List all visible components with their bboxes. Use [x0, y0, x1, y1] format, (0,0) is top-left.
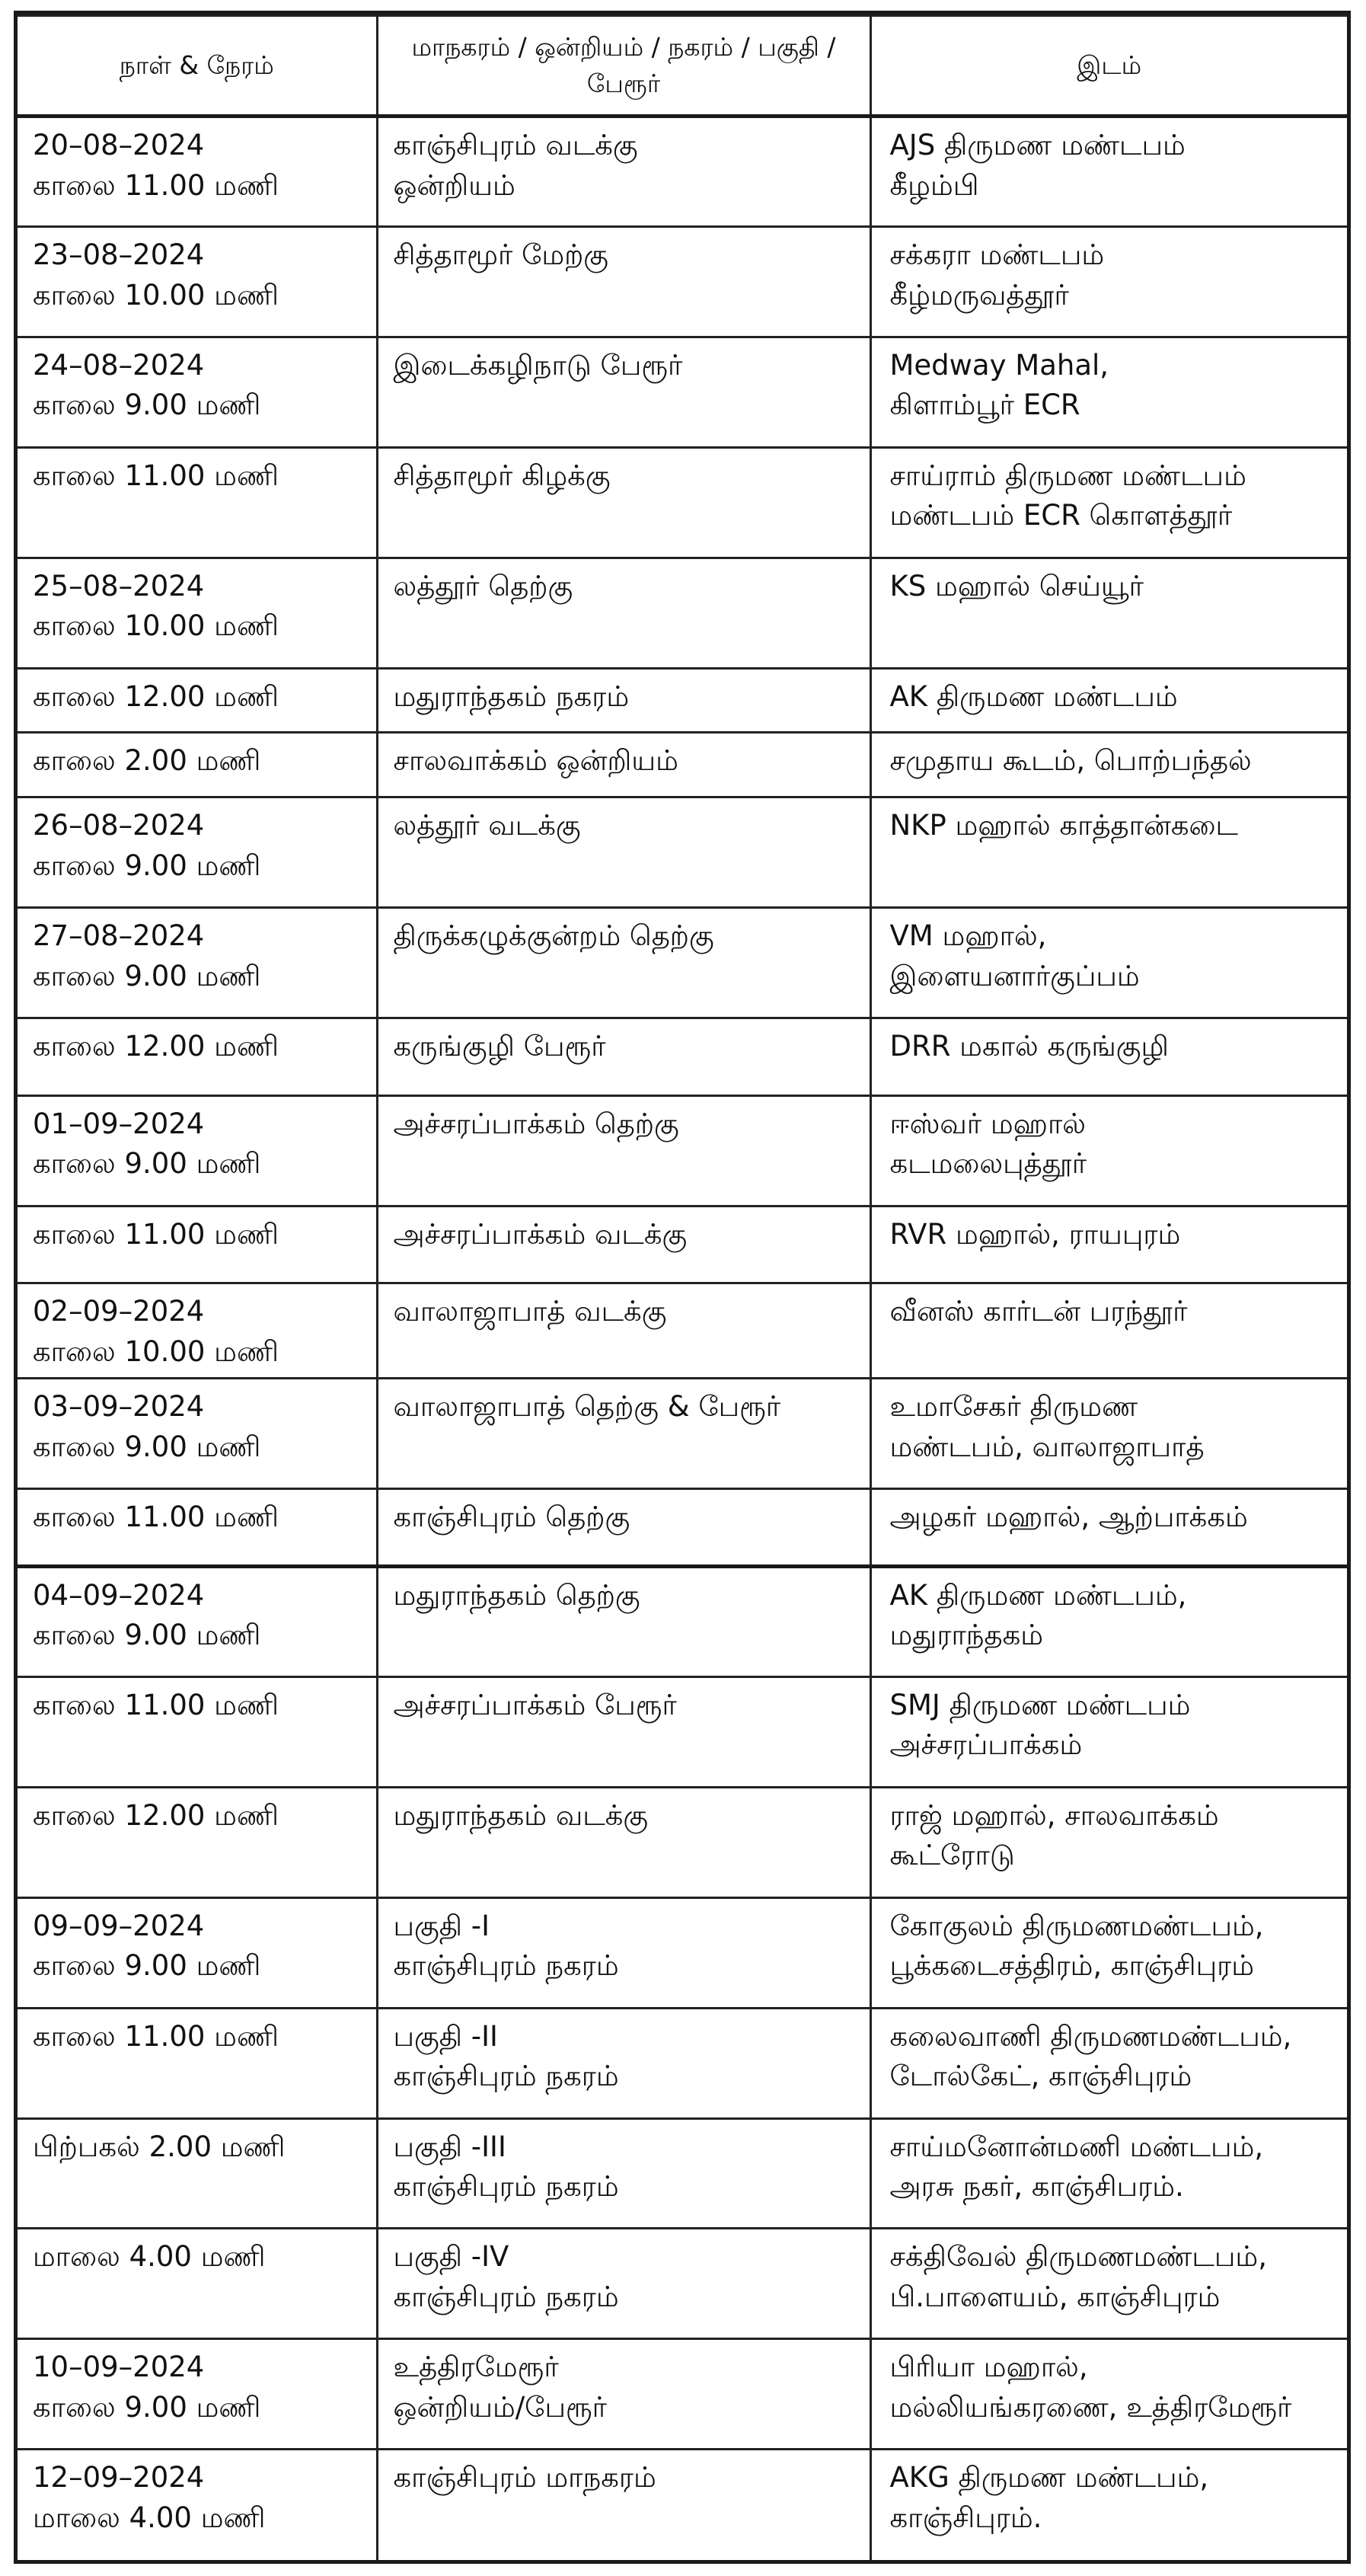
time-text: காலை 12.00 மணி — [33, 679, 279, 713]
cell-venue — [870, 558, 1347, 668]
cell-date-time — [18, 2339, 377, 2450]
venue-text: AKG திருமண மண்டபம், — [889, 2461, 1209, 2495]
cell-area — [377, 226, 870, 337]
cell-venue — [870, 908, 1347, 1018]
cell-area — [377, 1283, 870, 1379]
venue-text: மண்டபம், வாலாஜாபாத் — [889, 1430, 1205, 1463]
cell-venue — [870, 117, 1347, 227]
area-text: சாலவாக்கம் ஒன்றியம் — [393, 744, 678, 778]
time-text: காலை 9.00 மணி — [33, 2390, 261, 2424]
time-text: காலை 11.00 மணி — [33, 2019, 279, 2053]
time-text: காலை 12.00 மணி — [33, 1798, 279, 1832]
time-text: காலை 11.00 மணி — [33, 1217, 279, 1251]
cell-date-time — [18, 1379, 377, 1489]
area-text: காஞ்சிபுரம் நகரம் — [393, 1949, 619, 1983]
time-text: காலை 9.00 மணி — [33, 1147, 261, 1181]
venue-text: SMJ திருமண மண்டபம் — [889, 1688, 1191, 1721]
time-text: காலை 10.00 மணி — [33, 609, 279, 643]
area-text: பகுதி -I — [393, 1909, 490, 1942]
table-row — [18, 2118, 1347, 2229]
area-text: மதுராந்தகம் வடக்கு — [393, 1798, 649, 1832]
venue-text: AK திருமண மண்டபம் — [889, 679, 1178, 713]
venue-text: காஞ்சிபுரம். — [889, 2501, 1042, 2534]
area-text: இடைக்கழிநாடு பேரூர் — [393, 348, 683, 382]
venue-text: கீழ்மருவத்தூர் — [889, 278, 1069, 312]
cell-area — [377, 1206, 870, 1283]
table-row — [18, 1095, 1347, 1206]
venue-text: வீனஸ் கார்டன் பரந்தூர் — [889, 1295, 1188, 1328]
table-row — [18, 2450, 1347, 2560]
venue-text: உமாசேகர் திருமண — [889, 1390, 1138, 1424]
cell-date-time — [18, 733, 377, 797]
cell-venue — [870, 2339, 1347, 2450]
date-text: 02–09–2024 — [33, 1295, 205, 1328]
table-row — [18, 2339, 1347, 2450]
venue-text: கலைவாணி திருமணமண்டபம், — [889, 2019, 1292, 2053]
cell-area — [377, 1676, 870, 1787]
area-text: காஞ்சிபுரம் நகரம் — [393, 2060, 619, 2093]
time-text: காலை 10.00 மணி — [33, 1334, 279, 1368]
cell-venue — [870, 1206, 1347, 1283]
area-text: பகுதி -II — [393, 2019, 498, 2053]
time-text: காலை 11.00 மணி — [33, 168, 279, 202]
cell-area — [377, 1379, 870, 1489]
venue-text: DRR மகால் கருங்குழி — [889, 1030, 1169, 1063]
time-text: மாலை 4.00 மணி — [33, 2501, 266, 2534]
area-text: லத்தூர் தெற்கு — [393, 569, 573, 602]
time-text: காலை 9.00 மணி — [33, 1619, 261, 1652]
date-text: 20–08–2024 — [33, 129, 205, 161]
date-text: 25–08–2024 — [33, 569, 205, 602]
date-text: 01–09–2024 — [33, 1107, 205, 1140]
area-text: சித்தாமூர் மேற்கு — [393, 238, 608, 271]
cell-date-time — [18, 2008, 377, 2118]
venue-text: பிரியா மஹால், — [889, 2351, 1088, 2384]
cell-area — [377, 117, 870, 227]
cell-venue — [870, 1283, 1347, 1379]
table-row — [18, 797, 1347, 908]
date-text: 03–09–2024 — [33, 1390, 205, 1424]
table-row — [18, 1897, 1347, 2008]
time-text: காலை 9.00 மணி — [33, 1430, 261, 1463]
table-row — [18, 2008, 1347, 2118]
cell-area — [377, 337, 870, 447]
time-text: காலை 9.00 மணி — [33, 388, 261, 422]
venue-text: RVR மஹால், ராயபுரம் — [889, 1217, 1181, 1251]
cell-date-time — [18, 908, 377, 1018]
area-text: அச்சரப்பாக்கம் வடக்கு — [393, 1217, 688, 1251]
cell-area — [377, 668, 870, 733]
table-row — [18, 2229, 1347, 2339]
cell-venue — [870, 337, 1347, 447]
venue-text: இளையனார்குப்பம் — [889, 959, 1140, 992]
cell-date-time — [18, 2229, 377, 2339]
header-row — [18, 16, 1347, 117]
cell-date-time — [18, 1018, 377, 1096]
cell-venue — [870, 797, 1347, 908]
cell-area — [377, 558, 870, 668]
cell-area — [377, 908, 870, 1018]
time-text: பிற்பகல் 2.00 மணி — [33, 2130, 286, 2163]
cell-area — [377, 447, 870, 558]
date-text: 23–08–2024 — [33, 238, 205, 271]
area-text: சித்தாமூர் கிழக்கு — [393, 459, 611, 492]
cell-venue — [870, 2008, 1347, 2118]
date-text: 12–09–2024 — [33, 2461, 205, 2495]
cell-venue — [870, 447, 1347, 558]
venue-text: VM மஹால், — [889, 919, 1047, 953]
table-row — [18, 117, 1347, 227]
area-text: ஒன்றியம்/பேரூர் — [393, 2390, 607, 2424]
venue-text: கிளாம்பூர் ECR — [889, 388, 1080, 422]
area-text: லத்தூர் வடக்கு — [393, 809, 581, 842]
table-row — [18, 908, 1347, 1018]
cell-area — [377, 2229, 870, 2339]
area-text: காஞ்சிபுரம் வடக்கு — [393, 129, 638, 161]
area-text: உத்திரமேரூர் — [393, 2351, 559, 2384]
cell-area — [377, 2008, 870, 2118]
cell-venue — [870, 1095, 1347, 1206]
schedule-sheet — [14, 11, 1351, 2564]
area-text: பகுதி -III — [393, 2130, 506, 2163]
area-text: அச்சரப்பாக்கம் பேரூர் — [393, 1688, 677, 1721]
date-text: 04–09–2024 — [33, 1578, 205, 1612]
time-text: காலை 9.00 மணி — [33, 1949, 261, 1983]
schedule-table — [18, 14, 1347, 2560]
table-row — [18, 558, 1347, 668]
venue-text: கீழம்பி — [889, 168, 979, 202]
table-row — [18, 1283, 1347, 1379]
table-row — [18, 1489, 1347, 1567]
venue-text: சக்திவேல் திருமணமண்டபம், — [889, 2240, 1267, 2274]
cell-venue — [870, 733, 1347, 797]
cell-venue — [870, 1676, 1347, 1787]
venue-text: பூக்கடைசத்திரம், காஞ்சிபுரம் — [889, 1949, 1255, 1983]
cell-venue — [870, 1787, 1347, 1897]
date-text: 10–09–2024 — [33, 2351, 205, 2384]
venue-text: அழகர் மஹால், ஆற்பாக்கம் — [889, 1501, 1248, 1534]
cell-date-time — [18, 558, 377, 668]
cell-date-time — [18, 1489, 377, 1567]
area-text: பகுதி -IV — [393, 2240, 509, 2274]
venue-text: சாய்ராம் திருமண மண்டபம் — [889, 459, 1246, 492]
date-text: 27–08–2024 — [33, 919, 205, 953]
cell-area — [377, 1897, 870, 2008]
venue-text: ராஜ் மஹால், சாலவாக்கம் — [889, 1798, 1219, 1832]
venue-text: கூட்ரோடு — [889, 1839, 1015, 1872]
cell-venue — [870, 2118, 1347, 2229]
venue-text: அரசு நகர், காஞ்சிபரம். — [889, 2170, 1184, 2204]
time-text: மாலை 4.00 மணி — [33, 2240, 266, 2274]
cell-area — [377, 797, 870, 908]
header-area: மாநகரம் / ஒன்றியம் / நகரம் / பகுதி / பேரூர் — [377, 16, 870, 117]
area-text: ஒன்றியம் — [393, 168, 515, 202]
cell-venue — [870, 1018, 1347, 1096]
cell-date-time — [18, 1566, 377, 1676]
cell-date-time — [18, 226, 377, 337]
time-text: காலை 11.00 மணி — [33, 1501, 279, 1534]
table-row — [18, 447, 1347, 558]
venue-text: டோல்கேட், காஞ்சிபுரம் — [889, 2060, 1192, 2093]
cell-area — [377, 1787, 870, 1897]
cell-date-time — [18, 797, 377, 908]
area-text: திருக்கழுக்குன்றம் தெற்கு — [393, 919, 714, 953]
time-text: காலை 9.00 மணி — [33, 959, 261, 992]
cell-area — [377, 1095, 870, 1206]
date-text: 09–09–2024 — [33, 1909, 205, 1942]
venue-text: கடமலைபுத்தூர் — [889, 1147, 1087, 1181]
area-text: வாலாஜாபாத் வடக்கு — [393, 1295, 667, 1328]
cell-date-time — [18, 117, 377, 227]
schedule-body — [18, 117, 1347, 2561]
area-text: காஞ்சிபுரம் மாநகரம் — [393, 2461, 656, 2495]
area-text: அச்சரப்பாக்கம் தெற்கு — [393, 1107, 679, 1140]
time-text: காலை 11.00 மணி — [33, 459, 279, 492]
cell-area — [377, 1566, 870, 1676]
venue-text: ஈஸ்வர் மஹால் — [889, 1107, 1087, 1140]
area-text: காஞ்சிபுரம் தெற்கு — [393, 1501, 630, 1534]
venue-text: பி.பாளையம், காஞ்சிபுரம் — [889, 2280, 1221, 2313]
venue-text: மதுராந்தகம் — [889, 1619, 1044, 1652]
venue-text: சமுதாய கூடம், பொற்பந்தல் — [889, 744, 1252, 778]
cell-venue — [870, 2450, 1347, 2560]
venue-text: கோகுலம் திருமணமண்டபம், — [889, 1909, 1264, 1942]
time-text: காலை 9.00 மணி — [33, 849, 261, 882]
cell-date-time — [18, 1206, 377, 1283]
time-text: காலை 2.00 மணி — [33, 744, 261, 778]
area-text: மதுராந்தகம் நகரம் — [393, 679, 630, 713]
cell-area — [377, 1018, 870, 1096]
table-row — [18, 1787, 1347, 1897]
table-row — [18, 226, 1347, 337]
cell-venue — [870, 1566, 1347, 1676]
cell-venue — [870, 1489, 1347, 1567]
header-venue: இடம் — [870, 16, 1347, 117]
cell-area — [377, 2450, 870, 2560]
table-row — [18, 1379, 1347, 1489]
table-row — [18, 1018, 1347, 1096]
time-text: காலை 12.00 மணி — [33, 1030, 279, 1063]
cell-area — [377, 1489, 870, 1567]
venue-text: Medway Mahal, — [889, 348, 1109, 382]
area-text: கருங்குழி பேரூர் — [393, 1030, 606, 1063]
table-row — [18, 733, 1347, 797]
area-text: காஞ்சிபுரம் நகரம் — [393, 2170, 619, 2204]
cell-date-time — [18, 447, 377, 558]
venue-text: மண்டபம் ECR கொளத்தூர் — [889, 499, 1233, 532]
area-text: வாலாஜாபாத் தெற்கு & பேரூர் — [393, 1390, 781, 1424]
venue-text: மல்லியங்கரணை, உத்திரமேரூர் — [889, 2390, 1292, 2424]
venue-text: AJS திருமண மண்டபம் — [889, 129, 1186, 161]
date-text: 24–08–2024 — [33, 348, 205, 382]
cell-date-time — [18, 1897, 377, 2008]
venue-text: NKP மஹால் காத்தான்கடை — [889, 809, 1238, 842]
cell-date-time — [18, 1787, 377, 1897]
table-row — [18, 1566, 1347, 1676]
table-row — [18, 668, 1347, 733]
area-text: மதுராந்தகம் தெற்கு — [393, 1578, 640, 1612]
date-text: 26–08–2024 — [33, 809, 205, 842]
header-date-time: நாள் & நேரம் — [18, 16, 377, 117]
cell-area — [377, 2339, 870, 2450]
area-text: காஞ்சிபுரம் நகரம் — [393, 2280, 619, 2313]
venue-text: சக்கரா மண்டபம் — [889, 238, 1105, 271]
cell-date-time — [18, 2450, 377, 2560]
cell-date-time — [18, 1283, 377, 1379]
table-row — [18, 1206, 1347, 1283]
cell-date-time — [18, 1095, 377, 1206]
table-row — [18, 1676, 1347, 1787]
cell-venue — [870, 668, 1347, 733]
venue-text: AK திருமண மண்டபம், — [889, 1578, 1187, 1612]
table-row — [18, 337, 1347, 447]
cell-date-time — [18, 2118, 377, 2229]
cell-area — [377, 733, 870, 797]
cell-venue — [870, 1897, 1347, 2008]
venue-text: சாய்மனோன்மணி மண்டபம், — [889, 2130, 1264, 2163]
cell-date-time — [18, 668, 377, 733]
cell-date-time — [18, 1676, 377, 1787]
venue-text: KS மஹால் செய்யூர் — [889, 569, 1144, 602]
time-text: காலை 10.00 மணி — [33, 278, 279, 312]
cell-venue — [870, 1379, 1347, 1489]
cell-area — [377, 2118, 870, 2229]
venue-text: அச்சரப்பாக்கம் — [889, 1728, 1083, 1762]
cell-date-time — [18, 337, 377, 447]
cell-venue — [870, 2229, 1347, 2339]
time-text: காலை 11.00 மணி — [33, 1688, 279, 1721]
cell-venue — [870, 226, 1347, 337]
